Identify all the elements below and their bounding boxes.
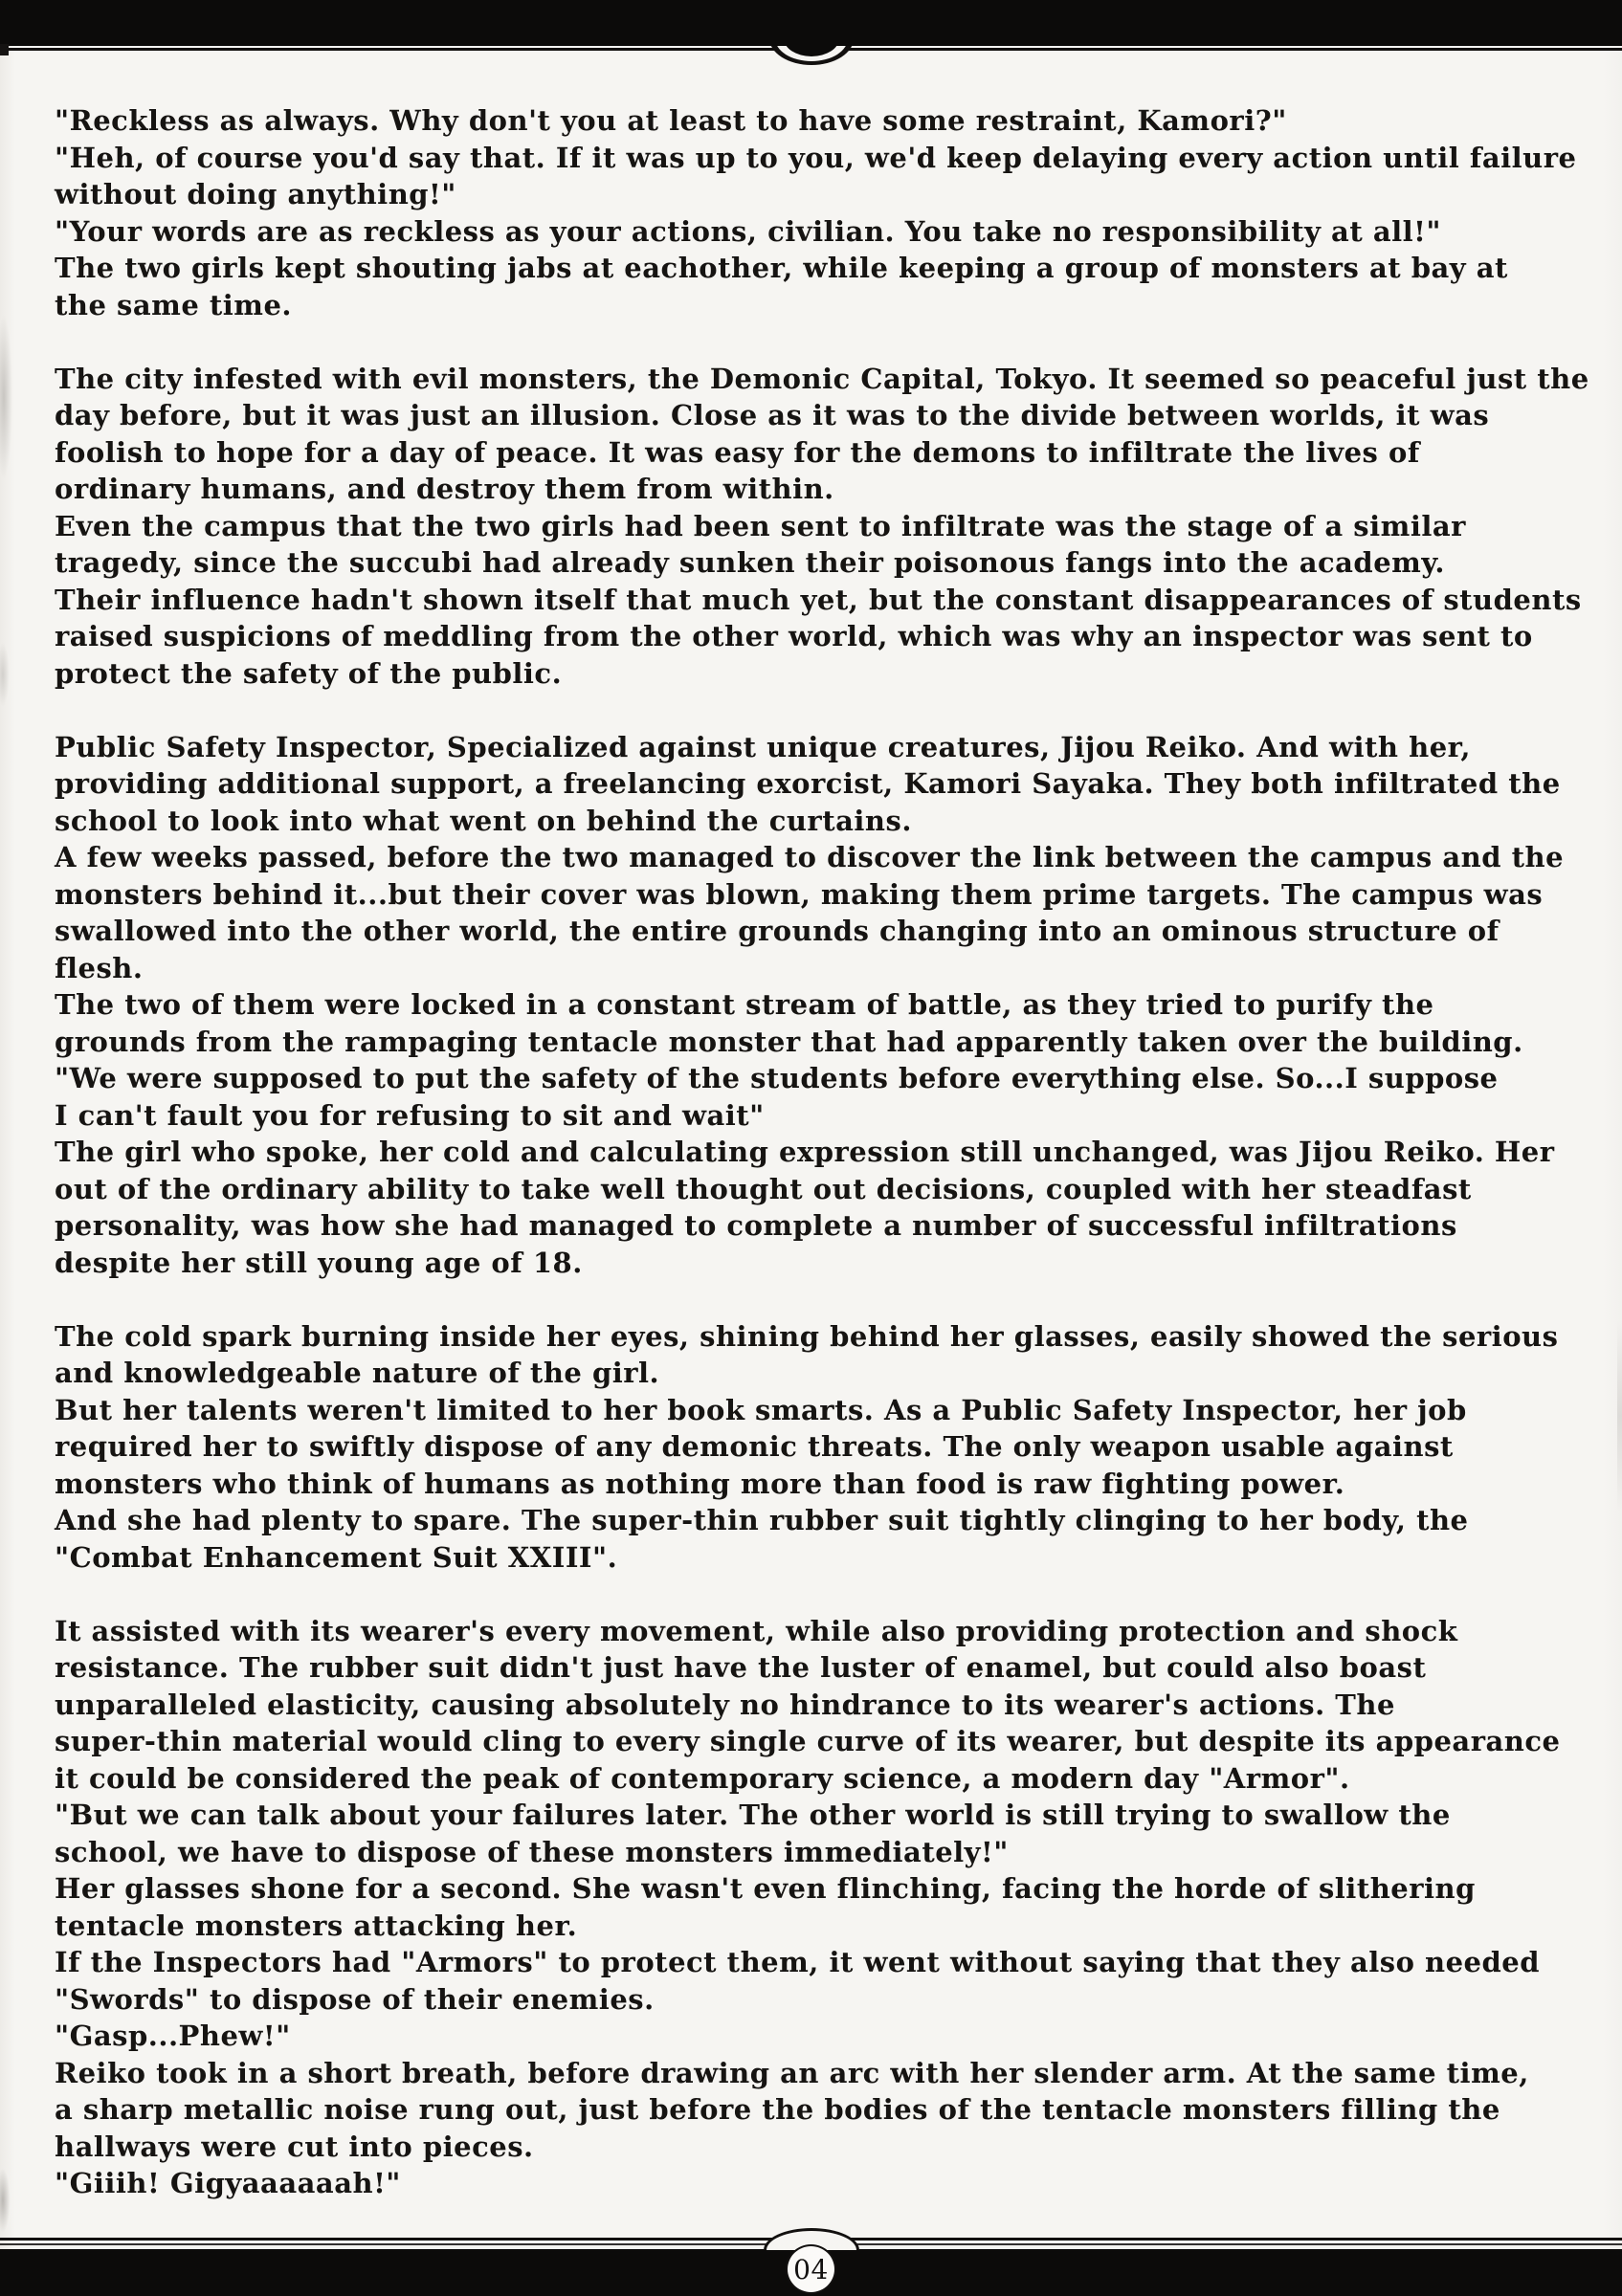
text-line: "Reckless as always. Why don't you at least to have some restraint, Kamori?" bbox=[55, 104, 1287, 137]
text-line: resistance. The rubber suit didn't just have the luster of enamel, but could also boast bbox=[55, 1651, 1427, 1684]
text-line: The two girls kept shouting jabs at eachother, while keeping a group of monsters at bay at bbox=[55, 252, 1508, 284]
scan-edge-mark bbox=[0, 44, 9, 55]
text-line: Public Safety Inspector, Specialized against unique creatures, Jijou Reiko. And with her, bbox=[55, 730, 1471, 763]
body-text bbox=[55, 102, 1589, 2202]
scan-smudge bbox=[1617, 1320, 1622, 1512]
paragraph bbox=[55, 729, 1586, 1282]
text-line: despite her still young age of 18. bbox=[55, 1246, 583, 1279]
text-line: Even the campus that the two girls had been sent to infiltrate was the stage of a similar bbox=[55, 509, 1466, 542]
text-line: "Your words are as reckless as your actions, civilian. You take no responsibility at all!" bbox=[55, 214, 1441, 248]
text-line: the same time. bbox=[55, 288, 293, 321]
text-line: The cold spark burning inside her eyes, shining behind her glasses, easily showed the serious bbox=[55, 1319, 1559, 1353]
text-line: "Giiih! Gigyaaaaaah!" bbox=[55, 2167, 401, 2199]
text-line: "We were supposed to put the safety of the students before everything else. So...I suppose bbox=[55, 1062, 1499, 1094]
text-line: The city infested with evil monsters, the Demonic Capital, Tokyo. It seemed so peaceful just the bbox=[55, 362, 1589, 395]
text-line: protect the safety of the public. bbox=[55, 656, 563, 690]
page-header-bar bbox=[0, 0, 1622, 46]
text-line: and knowledgeable nature of the girl. bbox=[55, 1357, 660, 1389]
paragraph bbox=[55, 361, 1589, 693]
text-line: The girl who spoke, her cold and calculating expression still unchanged, was Jijou Reiko. Her bbox=[55, 1136, 1555, 1168]
text-line: school, we have to dispose of these monsters immediately!" bbox=[55, 1835, 1009, 1868]
text-line: without doing anything!" bbox=[55, 178, 456, 210]
text-line: monsters behind it...but their cover was blown, making them prime targets. The campus was bbox=[55, 877, 1544, 911]
text-line: flesh. bbox=[55, 951, 144, 984]
text-line: required her to swiftly dispose of any demonic threats. The only weapon usable against bbox=[55, 1430, 1454, 1463]
text-line: If the Inspectors had "Armors" to protect them, it went without saying that they also needed bbox=[55, 1946, 1541, 1978]
text-line: swallowed into the other world, the entire grounds changing into an ominous structure of bbox=[55, 915, 1500, 947]
text-line: ordinary humans, and destroy them from within. bbox=[55, 473, 834, 505]
text-line: foolish to hope for a day of peace. It was easy for the demons to infiltrate the lives of bbox=[55, 435, 1420, 469]
text-line: "Swords" to dispose of their enemies. bbox=[55, 1982, 655, 2016]
scan-smudge bbox=[0, 287, 15, 507]
page-number-badge bbox=[786, 2244, 836, 2294]
scan-smudge bbox=[0, 2157, 12, 2243]
text-line: Their influence hadn't shown itself that much yet, but the constant disappearances of students bbox=[55, 583, 1582, 616]
text-line: out of the ordinary ability to take well thought out decisions, coupled with her steadfast bbox=[55, 1172, 1472, 1205]
text-line: But her talents weren't limited to her book smarts. As a Public Safety Inspector, her job bbox=[55, 1393, 1467, 1426]
text-line: super-thin material would cling to every single curve of its wearer, but despite its appearance bbox=[55, 1725, 1561, 1757]
text-line: Reiko took in a short breath, before drawing an arc with her slender arm. At the same time, bbox=[55, 2056, 1529, 2089]
text-line: "But we can talk about your failures later. The other world is still trying to swallow the bbox=[55, 1799, 1451, 1831]
paragraph bbox=[55, 1613, 1586, 2202]
text-line: hallways were cut into pieces. bbox=[55, 2130, 534, 2163]
text-line: "Gasp...Phew!" bbox=[55, 2020, 291, 2052]
scan-smudge bbox=[0, 631, 11, 718]
text-line: personality, was how she had managed to complete a number of successful infiltrations bbox=[55, 1209, 1457, 1242]
text-line: "Heh, of course you'd say that. If it was up to you, we'd keep delaying every action until failure bbox=[55, 141, 1577, 174]
text-line: I can't fault you for refusing to sit and wait" bbox=[55, 1098, 765, 1132]
text-line: tragedy, since the succubi had already sunken their poisonous fangs into the academy. bbox=[55, 546, 1445, 579]
text-line: school to look into what went on behind the curtains. bbox=[55, 804, 912, 837]
text-line: a sharp metallic noise rung out, just before the bodies of the tentacle monsters filling the bbox=[55, 2093, 1500, 2126]
text-line: grounds from the rampaging tentacle monster that had apparently taken over the building. bbox=[55, 1025, 1523, 1058]
page-number: 04 bbox=[793, 2253, 829, 2285]
text-line: It assisted with its wearer's every movement, while also providing protection and shock bbox=[55, 1614, 1458, 1647]
text-line: "Combat Enhancement Suit XXIII". bbox=[55, 1540, 618, 1574]
text-line: monsters who think of humans as nothing more than food is raw fighting power. bbox=[55, 1467, 1345, 1500]
text-line: And she had plenty to spare. The super-thin rubber suit tightly clinging to her body, the bbox=[55, 1504, 1469, 1536]
text-line: Her glasses shone for a second. She wasn't even flinching, facing the horde of slithering bbox=[55, 1872, 1476, 1905]
text-line: tentacle monsters attacking her. bbox=[55, 1909, 578, 1942]
text-line: it could be considered the peak of contemporary science, a modern day "Armor". bbox=[55, 1761, 1350, 1795]
text-line: day before, but it was just an illusion. Close as it was to the divide between worlds, it was bbox=[55, 399, 1490, 431]
text-line: unparalleled elasticity, causing absolutely no hindrance to its wearer's actions. The bbox=[55, 1688, 1395, 1721]
text-line: raised suspicions of meddling from the other world, which was why an inspector was sent to bbox=[55, 620, 1533, 652]
paragraph bbox=[55, 1318, 1586, 1577]
text-line: The two of them were locked in a constant stream of battle, as they tried to purify the bbox=[55, 988, 1434, 1021]
text-line: providing additional support, a freelancing exorcist, Kamori Sayaka. They both infiltrated the bbox=[55, 767, 1561, 800]
paragraph bbox=[55, 102, 1586, 323]
text-line: A few weeks passed, before the two managed to discover the link between the campus and the bbox=[55, 841, 1565, 873]
